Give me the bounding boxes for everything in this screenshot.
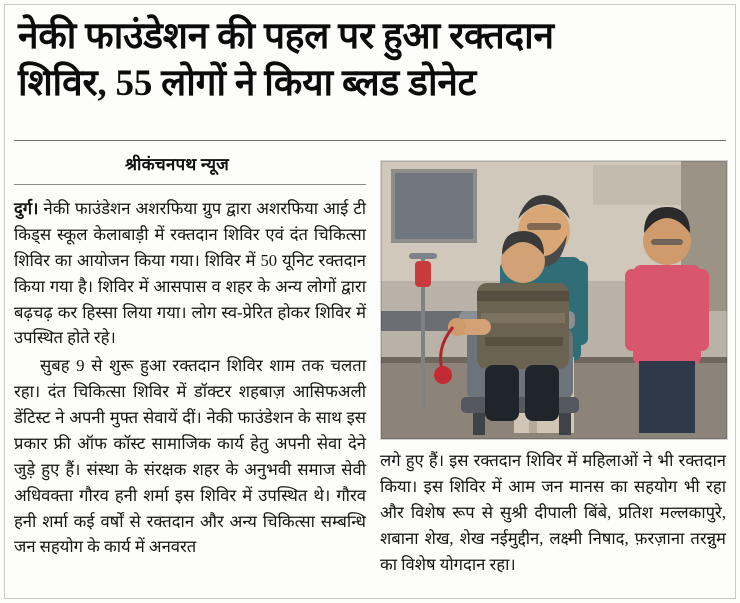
article-body-left-column	[14, 196, 366, 562]
paragraph-3: लगे हुए हैं। इस रक्तदान शिविर में महिलाओं ने भी रक्तदान किया। इस शिविर में आम जन मानस का सहयोग भी रहा और विशेष रूप से सुश्री दीपाली बिंबे, प्रतिश मल्लकापुरे, शबाना शेख, शेख नईमुद्दीन, लक्ष्मी निषाद, फ़रज़ाना तरन्नुम का विशेष योगदान रहा।	[380, 451, 726, 574]
byline: श्रीकंचनपथ न्यूज	[125, 155, 229, 174]
byline-divider	[14, 184, 366, 185]
article-body-right-column	[380, 448, 726, 577]
headline-divider	[14, 140, 726, 141]
headline-line-1: नेकी फाउंडेशन की पहल पर हुआ रक्तदान	[18, 16, 554, 57]
page-title	[18, 14, 724, 108]
dateline: दुर्ग।	[14, 199, 39, 218]
blood-donation-camp-photo	[380, 160, 728, 440]
paragraph-1-text: नेकी फाउंडेशन अशरफिया ग्रुप द्वारा अशरफिया आई टी किड्स स्कूल केलाबाड़ी में रक्तदान शिविर एवं दंत चिकित्सा शिविर का आयोजन किया गया। शिविर में 50 यूनिट रक्तदान किया गया है। शिविर में आसपास व शहर के अन्य लोगों द्वारा बढ़चढ़ कर हिस्सा लिया गया। लोग स्व-प्रेरित होकर शिविर में उपस्थित होते रहे।	[14, 199, 366, 348]
headline-line-2: शिविर, 55 लोगों ने किया ब्लड डोनेट	[18, 62, 477, 104]
paragraph-2: सुबह 9 से शुरू हुआ रक्तदान शिविर शाम तक चलता रहा। दंत चिकित्सा शिविर में डॉक्टर शहबाज़ आसिफअली डेंटिस्ट ने अपनी मुफ्त सेवायें दीं। नेकी फाउंडेशन के साथ इस प्रकार फ्री ऑफ कॉस्ट सामाजिक कार्य हेतु अपनी सेवा देने जुड़े हुए हैं। संस्था के संरक्षक शहर के अनुभवी समाज सेवी अधिवक्ता गौरव हनी शर्मा इस शिविर में उपस्थित थे। गौरव हनी शर्मा कई वर्षों से रक्तदान और अन्य चिकित्सा सम्बन्धि जन सहयोग के कार्य में अनवरत	[14, 356, 366, 557]
paragraph-1	[14, 196, 366, 351]
